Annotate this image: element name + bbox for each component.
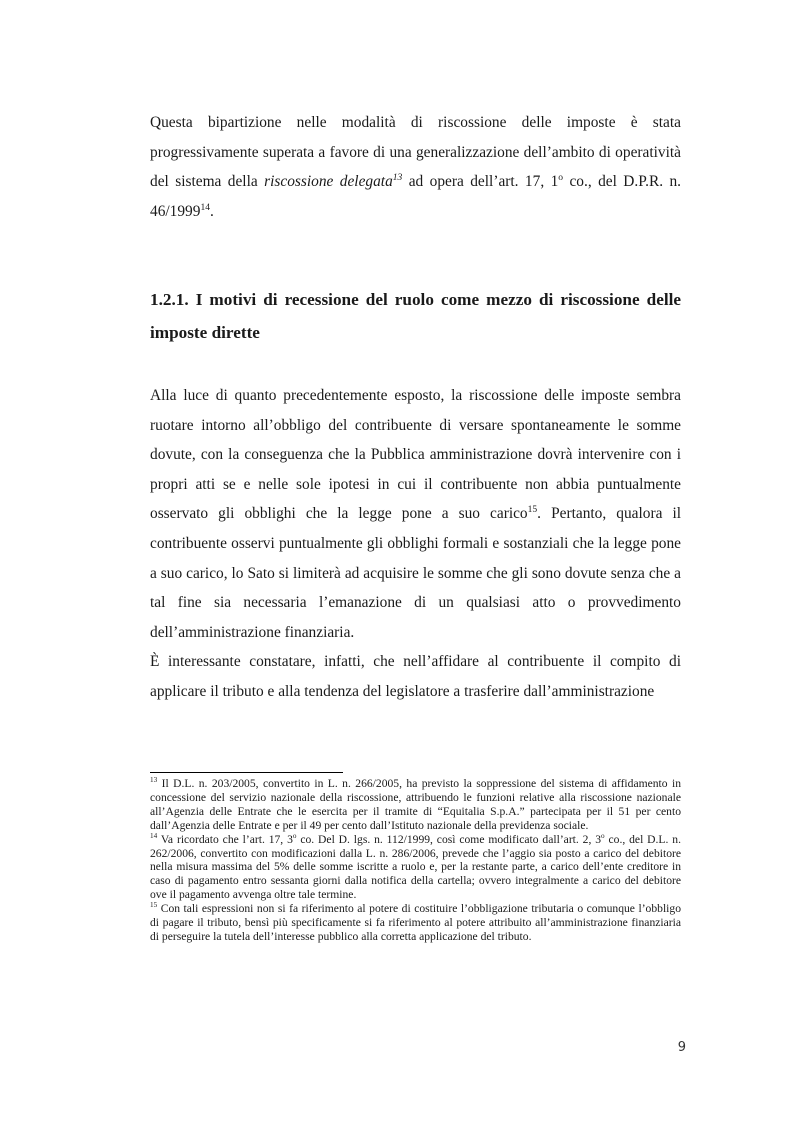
footnote-number: 15 — [150, 901, 158, 910]
intro-paragraph — [150, 108, 681, 226]
ordinal-indicator: o — [558, 172, 564, 184]
footnote-text: Il D.L. n. 203/2005, convertito in L. n. 266/2005, ha previsto la soppressione del sistema di affidamento in concessione del servizio nazionale della riscossione, attribuendo le funzioni relative alla riscossione nazionale all’Agenzia delle Entrate che le esercita per il tramite di “Equitalia S.p.A.” partecipata per il 51 per cento dall’Agenzia delle Entrate e per il 49 per cento dall’Istituto nazionale della previdenza sociale. — [150, 777, 681, 832]
footnote-separator — [150, 772, 343, 773]
footnote-13 — [150, 777, 681, 833]
paragraph-text: . Pertanto, qualora il contribuente osservi puntualmente gli obblighi formali e sostanziali che la legge pone a suo carico, lo Sato si limiterà ad acquisire le somme che gli sono dovute senza che a tal fine sia necessaria l’emanazione di un qualsiasi atto o provvedimento dell’amministrazione finanziaria. — [150, 505, 682, 641]
paragraph-text: co., del D.P.R. n. 46/1999 — [150, 173, 682, 220]
ordinal-indicator: o — [601, 831, 605, 840]
body-paragraph: È interessante constatare, infatti, che nell’affidare al contribuente il compito di applicare il tributo e alla tendenza del legislatore a trasferire dall’amministrazione — [150, 653, 681, 700]
main-body — [150, 381, 681, 707]
footnote-ref-13[interactable]: 13 — [392, 172, 403, 184]
footnote-text: co. Del D. lgs. n. 112/1999, così come modificato dall’art. 2, 3 — [296, 832, 602, 846]
footnote-text: Con tali espressioni non si fa riferimento al potere di costituire l’obbligazione tributaria o comunque l’obbligo di pagare il tributo, bensì più specificamente si fa riferimento al potere attribuito all’amministrazione finanziaria di perseguire la tutela dell’interesse pubblico alla corretta applicazione del tributo. — [150, 902, 681, 943]
page-number: 9 — [677, 1040, 686, 1055]
footnote-number: 14 — [150, 831, 158, 840]
footnote-15 — [150, 902, 681, 944]
footnotes — [150, 777, 681, 944]
ordinal-indicator: o — [292, 831, 297, 840]
body-paragraph — [150, 381, 681, 647]
paragraph-text: Alla luce di quanto precedentemente esposto, la riscossione delle imposte sembra ruotare intorno all’obbligo del contribuente di versare spontaneamente le somme dovute, con la conseguenza che la Pubblica amministrazione dovrà intervenire con i propri atti se e nelle sole ipotesi in cui il contribuente non abbia puntualmente osservato gli obblighi che la legge pone a suo carico — [150, 387, 681, 523]
emphasis-text: riscossione delegata — [264, 173, 393, 191]
paragraph-text: Questa bipartizione nelle modalità di riscossione delle imposte è stata progressivamente superata a favore di una generalizzazione dell’ambito di operatività del sistema della — [150, 114, 681, 191]
footnote-number: 13 — [150, 776, 158, 785]
footnote-text: Va ricordato che l’art. 17, 3 — [157, 832, 293, 846]
section-heading: 1.2.1. I motivi di recessione del ruolo come mezzo di riscossione delle imposte dirette — [150, 290, 681, 342]
footnote-ref-15[interactable]: 15 — [527, 504, 538, 516]
paragraph-text: ad opera dell’art. 17, 1 — [402, 173, 559, 191]
footnote-ref-14[interactable]: 14 — [200, 201, 210, 213]
paragraph-text: . — [209, 202, 214, 220]
footnote-text: co., del D.L. n. 262/2006, convertito con modificazioni dalla L. n. 286/2006, prevede che l’aggio sia posto a carico del debitore nella misura massima del 5% delle somme iscritte a ruolo e, per la restante parte, a carico dell’ente creditore in caso di pagamento entro sessanta giorni dalla notifica della cartella; ovvero integralmente a carico del debitore ove il pagamento avvenga oltre tale termine. — [150, 832, 681, 902]
footnote-14 — [150, 833, 681, 903]
